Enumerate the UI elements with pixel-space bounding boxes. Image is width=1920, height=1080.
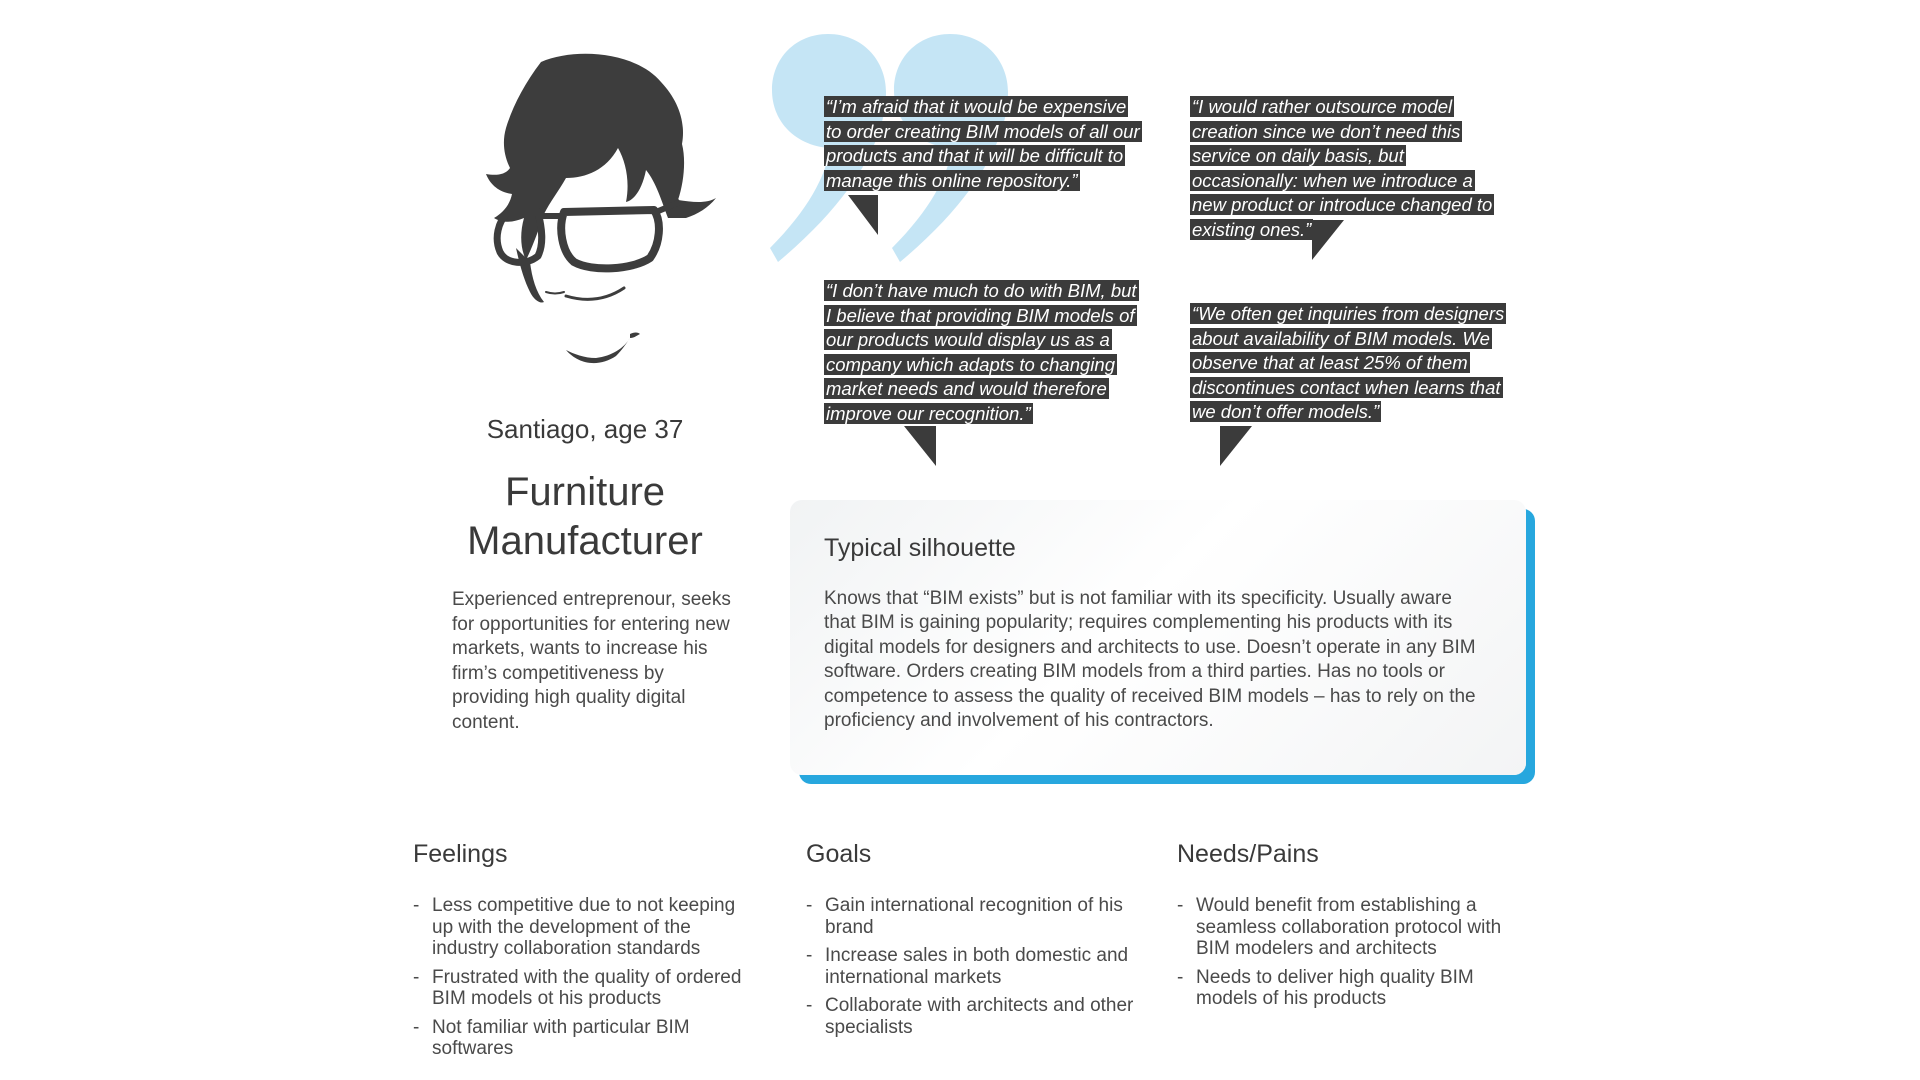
persona-description: Experienced entreprenour, seeks for opportunities for entering new markets, wants to increase his firm’s competitiveness by providing high quality digital content. (452, 589, 731, 733)
list-item: - Gain international recognition of his brand (806, 895, 1146, 938)
silhouette-text: Knows that “BIM exists” but is not familiar with its specificity. Usually aware that BIM is gaining popularity; requires complementing his products with its digital models for designers and architects to use. Doesn’t operate in any BIM software. Orders creating BIM models from a third parties. Has no tools or competence to assess the quality of received BIM models – has to rely on the proficiency and involvement of his contractors. (824, 588, 1476, 732)
persona-portrait-icon (446, 52, 732, 372)
speech-tail (848, 195, 878, 235)
needs-pains-list (1177, 895, 1517, 1017)
quote-bubble (1190, 302, 1510, 425)
quote-text: “I would rather outsource model creation since we don’t need this service on daily basis, but occasionally: when we introduce a new product or introduce changed to existing ones.” (1192, 96, 1493, 240)
speech-tail (1220, 426, 1252, 466)
goals-list (806, 895, 1146, 1045)
list-item: - Frustrated with the quality of ordered BIM models ot his products (413, 967, 758, 1010)
list-item: - Not familiar with particular BIM softwares (413, 1017, 758, 1060)
quote-bubble (824, 279, 1144, 426)
persona-title: Furniture Manufacturer (467, 470, 703, 563)
feelings-list (413, 895, 758, 1067)
goals-heading: Goals (806, 840, 872, 868)
persona-name: Santiago, age 37 (486, 414, 684, 444)
list-item: - Would benefit from establishing a seamless collaboration protocol with BIM modelers and architects (1177, 895, 1517, 960)
list-item: - Collaborate with architects and other specialists (806, 995, 1146, 1038)
quote-text: “I’m afraid that it would be expensive to order creating BIM models of all our products and that it will be difficult to manage this online repository.” (826, 96, 1140, 191)
quote-text: “I don’t have much to do with BIM, but I believe that providing BIM models of our products would display us as a company which adapts to changing market needs and would therefore improve our recognition.” (826, 280, 1137, 424)
list-item: - Less competitive due to not keeping up with the development of the industry collaboration standards (413, 895, 758, 960)
speech-tail (1312, 220, 1344, 260)
list-item: - Needs to deliver high quality BIM models of his products (1177, 967, 1517, 1010)
feelings-heading: Feelings (413, 840, 508, 868)
quote-bubble (1190, 95, 1510, 242)
quote-text: “We often get inquiries from designers about availability of BIM models. We observe that at least 25% of them discontinues contact when learns that we don’t offer models.” (1192, 303, 1505, 422)
quote-bubble (824, 95, 1144, 193)
speech-tail (904, 426, 936, 466)
silhouette-title: Typical silhouette (824, 534, 1016, 562)
list-item: - Increase sales in both domestic and international markets (806, 945, 1146, 988)
needs-pains-heading: Needs/Pains (1177, 840, 1319, 868)
